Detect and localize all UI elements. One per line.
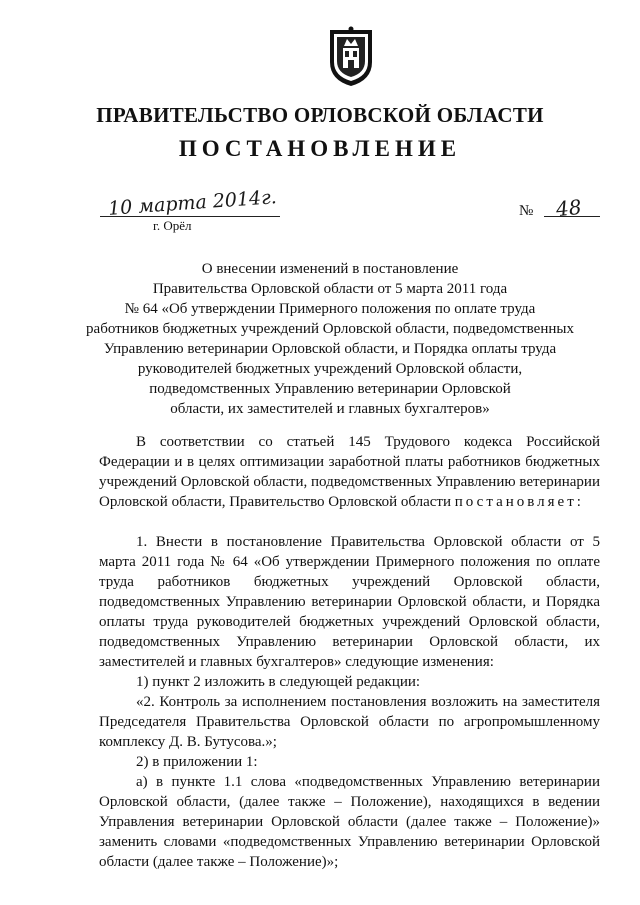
- city-label: г. Орёл: [153, 218, 192, 233]
- preamble-resolves: постановляет:: [454, 494, 584, 510]
- number-label: №: [519, 203, 534, 219]
- document-body: [99, 432, 600, 872]
- title-line: области, их заместителей и главных бухгалтеров»: [170, 401, 490, 417]
- handwritten-date: 10 марта 2014г.: [107, 186, 278, 220]
- document-title: [60, 259, 600, 419]
- title-line: работников бюджетных учреждений Орловской области, подведомственных: [86, 321, 574, 337]
- preamble-paragraph: [99, 432, 600, 512]
- coat-of-arms-emblem: [326, 26, 376, 88]
- subitem-2-paragraph: 2) в приложении 1:: [136, 754, 258, 770]
- document-type-heading: ПОСТАНОВЛЕНИЕ: [178, 136, 462, 161]
- subitem-1-paragraph: 1) пункт 2 изложить в следующей редакции:: [136, 674, 421, 690]
- quote-paragraph: «2. Контроль за исполнением постановления возложить на заместителя Председателя Правительства Орловской области по агропромышленному комплексу Д. В. Бутусова.»;: [99, 694, 600, 750]
- title-line: Правительства Орловской области от 5 марта 2011 года: [152, 281, 508, 297]
- title-line: О внесении изменений в постановление: [201, 261, 459, 277]
- title-line: подведомственных Управлению ветеринарии Орловской: [149, 381, 511, 397]
- number-underline: [544, 216, 600, 217]
- title-line: Управлению ветеринарии Орловской области, и Порядка оплаты труда: [103, 341, 557, 357]
- title-line: № 64 «Об утверждении Примерного положения по оплате труда: [124, 301, 536, 317]
- item-1-paragraph: 1. Внести в постановление Правительства Орловской области от 5 марта 2011 года № 64 «Об утверждении Примерного положения по оплате труда работников бюджетных учреждений Орловской области, подведомственных Управлению ветеринарии Орловской области, и Порядка оплаты труда руководителей бюджетных учреждений Орловской области, подведомственных Управлению ветеринарии Орловской области, их заместителей и главных бухгалтеров» следующие изменения:: [99, 534, 600, 670]
- date-underline: [100, 216, 280, 217]
- organization-heading: ПРАВИТЕЛЬСТВО ОРЛОВСКОЙ ОБЛАСТИ: [96, 103, 544, 127]
- handwritten-number: 48: [554, 194, 583, 222]
- preamble-text: В соответствии со статьей 145 Трудового кодекса Российской Федерации и в целях оптимизации заработной платы работников бюджетных учреждений Орловской области, подведомственных Управлению ветеринарии Орловской области, Правительство Орловской области: [99, 434, 600, 510]
- subitem-2a-paragraph: а) в пункте 1.1 слова «подведомственных Управлению ветеринарии Орловской области, (далее также – Положение), находящихся в ведении Управления ветеринарии Орловской области (далее также – Положение)» заменить словами «подведомственных Управлению ветеринарии Орловской области (далее также – Положение)»;: [99, 774, 600, 870]
- title-line: руководителей бюджетных учреждений Орловской области,: [137, 361, 523, 377]
